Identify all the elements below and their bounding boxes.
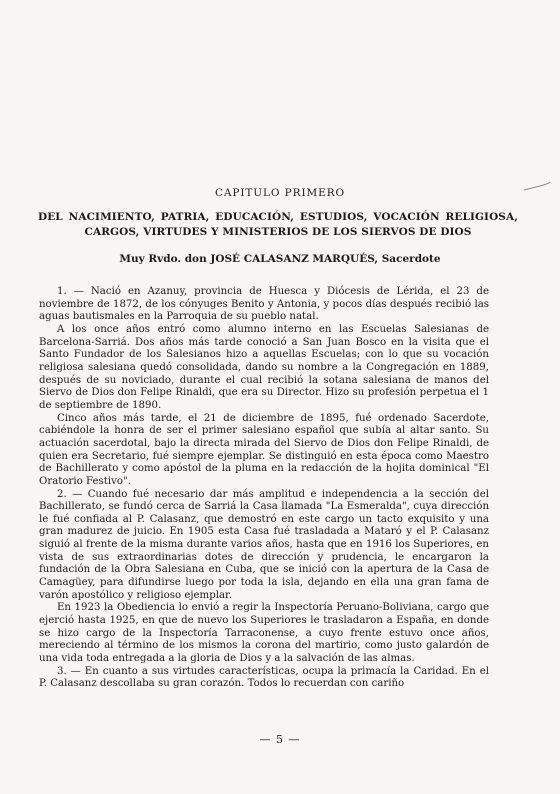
paragraph: A los once años entró como alumno interno en las Escuelas Salesianas de Barcelona-Sarriá. Dos años más tarde conoció a San Juan Bosco en la visita que el Santo Fundador de los Salesianos hizo a aquellas Escuelas; con lo que su vocación religiosa salesiana quedó consolidada, dando su nombre a la Congregación en 1889, después de su noviciado, durante el cual recibió la sotana salesiana de manos del Siervo de Dios don Felipe Rinaldi, que era su Director. Hizo su profesión perpetua el 1 de septiembre de 1890. xyxy=(39,323,489,411)
author-line: Muy Rvdo. don JOSÉ CALASANZ MARQUÉS, Sacerdote xyxy=(119,253,441,265)
section-title: DEL NACIMIENTO, PATRIA, EDUCACIÓN, ESTUDIOS, VOCACIÓN RELIGIOSA, CARGOS, VIRTUDES Y MINISTERIOS DE LOS SIERVOS DE DIOS xyxy=(38,211,518,238)
paragraph: 1. — Nació en Azanuy, provincia de Huesca y Diócesis de Lérida, el 23 de noviembre de 1872, de los cónyuges Benito y Antonia, y pocos días después recibió las aguas bautismales en la Parroquia de su pueblo natal. xyxy=(39,286,489,323)
body-text xyxy=(39,286,489,691)
paragraph: 3. — En cuanto a sus virtudes características, ocupa la primacía la Caridad. En el P. Calasanz descollaba su gran corazón. Todos lo recuerdan con cariño xyxy=(39,665,489,690)
paragraph: 2. — Cuando fué necesario dar más amplitud e independencia a la sección del Bachillerato, se fundó cerca de Sarriá la Casa llamada "La Esmeralda", cuya dirección le fué confiada al P. Calasanz, que demostró en este cargo un tacto exquisito y una gran madurez de juicio. En 1905 esta Casa fué trasladada a Mataró y el P. Calasanz siguió al frente de la misma durante varios años, hasta que en 1916 los Superiores, en vista de sus extraordinarias dotes de dirección y prudencia, le encargaron la fundación de la Obra Salesiana en Cuba, que se inició con la apertura de la Casa de Camagüey, para difundirse luego por toda la isla, dejando en ella una gran fama de varón apostólico y religioso ejemplar. xyxy=(39,488,489,601)
paragraph: Cinco años más tarde, el 21 de diciembre de 1895, fué ordenado Sacerdote, cabiéndole la honra de ser el primer salesiano español que subía al altar santo. Su actuación sacerdotal, bajo la directa mirada del Siervo de Dios don Felipe Rinaldi, de quien era Secretario, fué siempre ejemplar. Se distinguió en esta época como Maestro de Bachillerato y como apóstol de la pluma en la redacción de la hojita dominical "El Oratorio Festivo". xyxy=(39,412,489,487)
paragraph: En 1923 la Obediencia lo envió a regir la Inspectoría Peruano-Boliviana, cargo que ejerció hasta 1925, en que de nuevo los Superiores le trasladaron a España, en donde se hizo cargo de la Inspectoría Tarraconense, a cuyo frente estuvo once años, mereciendo al término de los mismos la corona del martirio, como justo galardón de una vida toda entregada a la gloria de Dios y a la salvación de las almas. xyxy=(39,602,489,665)
page-number: — 5 — xyxy=(259,733,301,746)
chapter-title: CAPITULO PRIMERO xyxy=(214,187,346,199)
